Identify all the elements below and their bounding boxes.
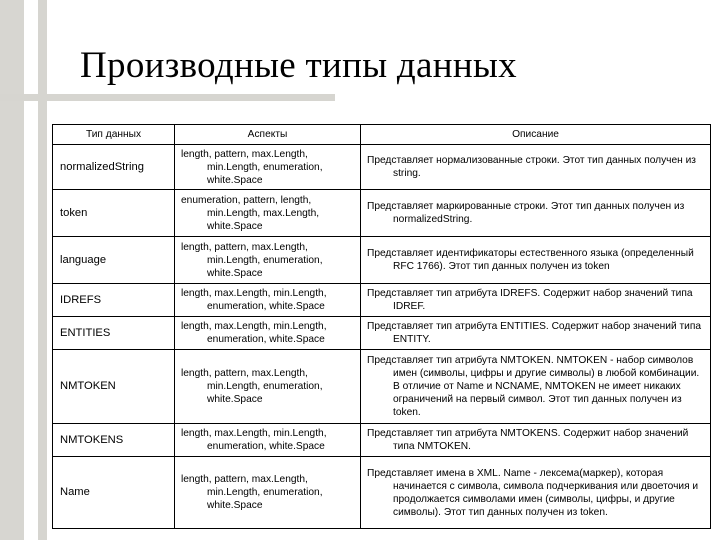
data-types-table — [52, 124, 711, 529]
slide-horizontal-stripe — [0, 94, 335, 101]
type-cell: language — [53, 237, 175, 284]
type-cell: Name — [53, 457, 175, 529]
description-cell: Представляет тип атрибута IDREFS. Содержит набор значений типа IDREF. — [361, 284, 711, 317]
type-cell: normalizedString — [53, 145, 175, 190]
slide-vertical-stripe — [38, 0, 47, 540]
table-row — [53, 317, 711, 350]
facets-cell: length, max.Length, min.Length, enumeration, white.Space — [175, 317, 361, 350]
type-cell: NMTOKEN — [53, 350, 175, 424]
slide-title: Производные типы данных — [80, 45, 517, 86]
description-cell: Представляет нормализованные строки. Этот тип данных получен из string. — [361, 145, 711, 190]
description-cell: Представляет тип атрибута ENTITIES. Содержит набор значений типа ENTITY. — [361, 317, 711, 350]
type-cell: token — [53, 190, 175, 237]
slide-left-band — [0, 0, 24, 540]
facets-cell: length, max.Length, min.Length, enumeration, white.Space — [175, 284, 361, 317]
facets-cell: length, pattern, max.Length, min.Length, enumeration, white.Space — [175, 457, 361, 529]
type-cell: NMTOKENS — [53, 424, 175, 457]
header-facets: Аспекты — [175, 125, 361, 145]
facets-cell: enumeration, pattern, length, min.Length, max.Length, white.Space — [175, 190, 361, 237]
table-row — [53, 145, 711, 190]
table-row — [53, 350, 711, 424]
table-row — [53, 237, 711, 284]
facets-cell: length, max.Length, min.Length, enumeration, white.Space — [175, 424, 361, 457]
description-cell: Представляет тип атрибута NMTOKENS. Содержит набор значений типа NMTOKEN. — [361, 424, 711, 457]
table-row — [53, 424, 711, 457]
type-cell: ENTITIES — [53, 317, 175, 350]
description-cell: Представляет маркированные строки. Этот тип данных получен из normalizedString. — [361, 190, 711, 237]
description-cell: Представляет идентификаторы естественного языка (определенный RFC 1766). Этот тип данных получен из token — [361, 237, 711, 284]
table-row — [53, 284, 711, 317]
table-row — [53, 457, 711, 529]
header-type: Тип данных — [53, 125, 175, 145]
description-cell: Представляет тип атрибута NMTOKEN. NMTOKEN - набор символов имен (символы, цифры и другие символы) в любой комбинации. В отличие от Name и NCNAME, NMTOKEN не имеет никаких ограничений на первый символ. Этот тип данных получен из token. — [361, 350, 711, 424]
type-cell: IDREFS — [53, 284, 175, 317]
table-header-row — [53, 125, 711, 145]
description-cell: Представляет имена в XML. Name - лексема(маркер), которая начинается с символа, символа подчеркивания или двоеточия и продолжается символами имен (символы, цифры, и другие символы). Этот тип данных получен из token. — [361, 457, 711, 529]
header-description: Описание — [361, 125, 711, 145]
facets-cell: length, pattern, max.Length, min.Length, enumeration, white.Space — [175, 145, 361, 190]
facets-cell: length, pattern, max.Length, min.Length, enumeration, white.Space — [175, 237, 361, 284]
facets-cell: length, pattern, max.Length, min.Length, enumeration, white.Space — [175, 350, 361, 424]
table-row — [53, 190, 711, 237]
